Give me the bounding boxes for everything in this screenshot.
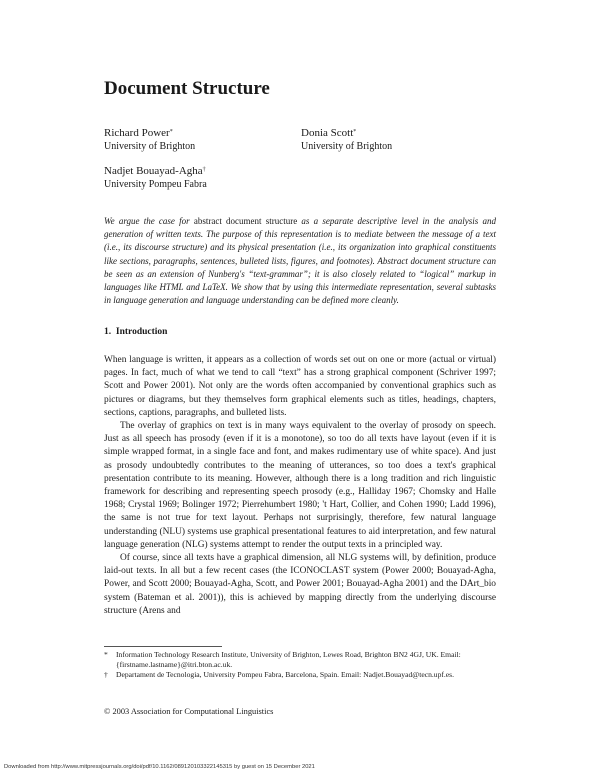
footnote-rule (104, 646, 222, 647)
author-block-3 (104, 164, 207, 192)
paper-title: Document Structure (104, 78, 270, 99)
footnote-mark: † (104, 670, 108, 680)
author-name: Donia Scott (301, 127, 354, 139)
author-affiliation: University Pompeu Fabra (104, 179, 207, 190)
abstract (104, 215, 496, 307)
footnote (104, 670, 496, 680)
footnote-mark: * (104, 650, 108, 659)
paragraph: The overlay of graphics on text is in many ways equivalent to the overlay of prosody on speech. Just as all speech has prosody (even if it is a monotone), so too do all texts have layout (even if it is simple wrapped format, in a single face and font, and makes rudimentary use of white space). And just as prosody undoubtedly contributes to the meaning of utterances, so too does a text's graphical presentation contribute to its meaning. However, although there is a long tradition and rich linguistic framework for describing and representing speech prosody (e.g., Halliday 1967; Chomsky and Halle 1968; Crystal 1969; Bolinger 1972; Pierrehumbert 1980; 't Hart, Collier, and Cohen 1990; Ladd 1996), the same is not true for text layout. Perhaps not surprisingly, therefore, few natural language understanding (NLU) systems use graphical presentational features to aid interpretation, and few natural language generation (NLG) systems attempt to render the output texts in a principled way. (104, 421, 496, 550)
author-name: Nadjet Bouayad-Agha (104, 165, 203, 177)
author-mark: * (353, 129, 357, 135)
section-number: 1. (104, 327, 112, 337)
abstract-rest: as a separate descriptive level in the analysis and generation of written texts. The purpose of this representation is to mediate between the message of a text (i.e., its discourse structure) and its physical presentation (i.e., its organization into graphical constituents like sections, paragraphs, sentences, bulleted lists, figures, and footnotes). Abstract document structure can be seen as an extension of Nunberg's “text-grammar”; it is also closely related to “logical” markup in languages like HTML and LaTeX. We show that by using this intermediate representation, several subtasks in language generation and language understanding can be defined more cleanly. (104, 216, 497, 306)
paragraph: Of course, since all texts have a graphical dimension, all NLG systems will, by definition, produce laid-out texts. In all but a few recent cases (the ICONOCLAST system (Power 2000; Bouayad-Agha, Power, and Scott 2000; Bouayad-Agha, Scott, and Power 2001; Bouayad-Agha 2001) and the DArt_bio system (Bateman et al. 2001)), this is achieved by mapping directly from the underlying discourse structure (Arens and (104, 553, 496, 616)
author-affiliation: University of Brighton (104, 141, 196, 152)
author-name: Richard Power (104, 127, 170, 139)
copyright-notice: © 2003 Association for Computational Linguistics (104, 707, 274, 716)
author-mark: * (169, 129, 173, 135)
abstract-term: abstract document structure (193, 216, 298, 226)
body-text (104, 354, 496, 618)
footnotes (104, 650, 496, 681)
paragraph: When language is written, it appears as a collection of words set out on one or more (actual or virtual) pages. In fact, much of what we tend to call “text” has a strong graphical component (Schriver 1997; Scott and Power 2001). Not only are the words often accompanied by conventional graphics such as pictures or diagrams, but they themselves form graphical elements such as titles, headings, chapters, sections, captions, paragraphs, and bulleted lists. (104, 355, 496, 418)
footnote-text: Information Technology Research Institute, University of Brighton, Lewes Road, Brighton BN2 4GJ, UK. Email: {firstname.lastname}@itri.bton.ac.uk. (116, 650, 461, 670)
download-note: Downloaded from http://www.mitpressjournals.org/doi/pdf/10.1162/089120103322145315 by guest on 15 December 2021 (4, 764, 315, 770)
author-mark: † (202, 167, 206, 173)
author-block-2 (301, 126, 392, 154)
section-heading (104, 327, 167, 337)
footnote (104, 650, 496, 670)
author-affiliation: University of Brighton (301, 141, 393, 152)
author-block-1 (104, 126, 195, 154)
abstract-lead: We argue the case for (104, 216, 194, 226)
section-title: Introduction (115, 327, 168, 337)
footnote-text: Departament de Tecnologia, University Pompeu Fabra, Barcelona, Spain. Email: Nadjet.Bouayad@tecn.upf.es. (116, 670, 455, 680)
